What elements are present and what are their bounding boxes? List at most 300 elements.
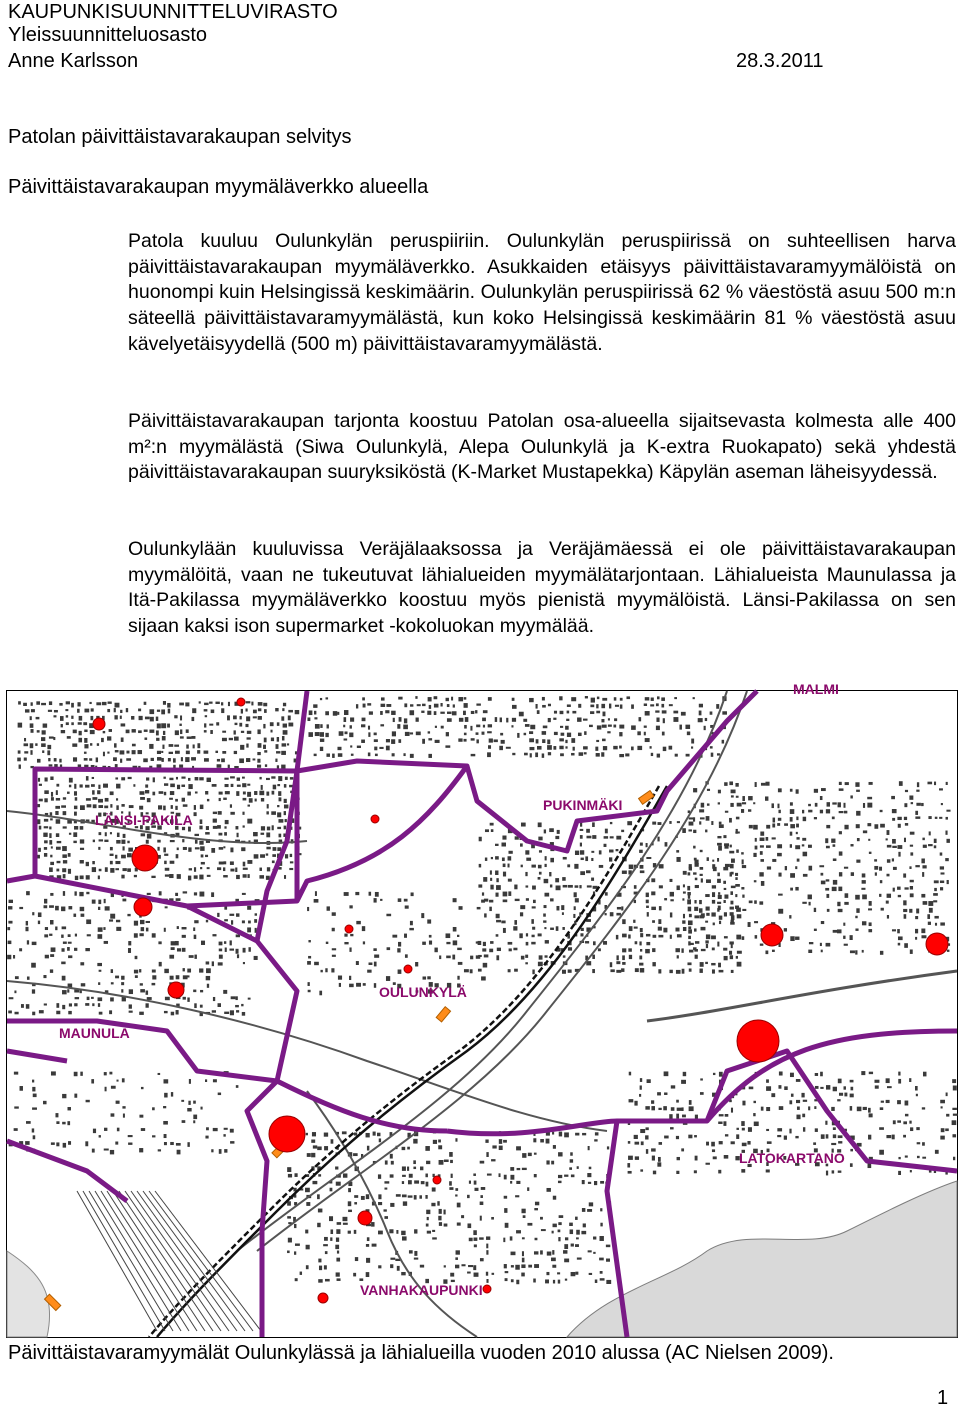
map-building [344, 934, 347, 937]
map-building [909, 1078, 911, 1082]
map-building [193, 1115, 197, 1120]
map-building [258, 708, 261, 711]
map-building [104, 899, 106, 903]
map-building [480, 1195, 482, 1198]
map-building [521, 956, 525, 960]
map-building [99, 832, 102, 835]
map-building [164, 1093, 167, 1098]
map-building [904, 943, 908, 948]
map-building [44, 853, 47, 857]
map-building [107, 752, 109, 754]
map-building [928, 901, 933, 906]
map-building [349, 984, 354, 987]
map-building [21, 1004, 24, 1008]
map-building [670, 899, 673, 901]
map-building [254, 854, 259, 858]
map-building [651, 891, 655, 895]
map-building [945, 831, 947, 835]
map-building [42, 730, 46, 734]
map-building [283, 703, 286, 706]
map-building [86, 1100, 90, 1102]
map-building [315, 724, 320, 729]
map-building [564, 1259, 569, 1263]
map-building [522, 1168, 527, 1170]
map-building [261, 833, 265, 835]
map-building [320, 739, 324, 742]
map-building [317, 1146, 321, 1150]
map-building [201, 941, 205, 945]
map-building [628, 948, 631, 951]
map-building [456, 1250, 460, 1254]
header-department: Yleissuunnitteluosasto [8, 24, 208, 46]
map-building [851, 1087, 854, 1091]
map-building [753, 853, 756, 857]
map-building [909, 1121, 911, 1124]
map-building [723, 881, 726, 884]
map-building [640, 1078, 642, 1082]
map-building [315, 891, 317, 896]
map-building [934, 845, 936, 848]
map-building [247, 874, 249, 878]
map-building [175, 730, 179, 735]
map-building [487, 1174, 492, 1176]
map-building [225, 784, 229, 787]
map-building [735, 884, 740, 887]
map-building [105, 1087, 107, 1092]
map-building [451, 1174, 453, 1178]
map-building [838, 1135, 843, 1138]
map-building [486, 1250, 488, 1255]
map-building [825, 838, 828, 843]
map-building [284, 875, 286, 879]
map-building [236, 791, 239, 796]
map-building [107, 736, 111, 740]
map-building [628, 934, 630, 938]
map-building [832, 887, 837, 891]
map-building [266, 832, 270, 837]
map-building [385, 1160, 388, 1164]
map-building [171, 1092, 173, 1097]
area-label-maunula: MAUNULA [59, 1025, 130, 1041]
map-building [449, 1187, 453, 1190]
map-building [543, 726, 548, 729]
map-building [730, 907, 734, 910]
map-building [218, 811, 222, 815]
map-building [168, 758, 171, 761]
map-building [206, 961, 210, 964]
map-building [373, 948, 376, 951]
map-building [940, 881, 944, 884]
map-building [700, 817, 705, 819]
map-building [796, 1079, 801, 1082]
map-building [455, 1138, 457, 1141]
map-building [419, 1195, 422, 1198]
map-building [227, 715, 230, 720]
map-building [543, 920, 546, 922]
map-building [199, 826, 202, 830]
map-building [175, 799, 178, 802]
map-building [438, 1216, 441, 1221]
map-building [887, 830, 890, 835]
map-building [674, 697, 677, 699]
map-building [107, 709, 110, 712]
map-building [693, 830, 696, 833]
map-building [887, 1086, 892, 1088]
map-building [99, 970, 102, 972]
map-building [164, 783, 168, 786]
map-building [326, 942, 329, 944]
map-building [946, 810, 950, 812]
map-building [693, 817, 695, 821]
map-building [320, 698, 322, 700]
map-building [838, 887, 842, 891]
map-building [929, 908, 933, 913]
map-building [36, 701, 40, 704]
map-building [558, 1230, 561, 1233]
map-building [99, 869, 102, 871]
map-building [333, 711, 337, 716]
map-building [332, 912, 336, 916]
map-building [410, 921, 413, 925]
map-building [724, 1155, 729, 1159]
map-building [152, 975, 156, 979]
map-building [324, 1237, 328, 1241]
map-building [7, 927, 10, 930]
map-building [183, 847, 187, 850]
map-building [850, 935, 853, 940]
map-building [284, 799, 287, 803]
map-building [766, 837, 769, 841]
map-building [248, 998, 251, 1000]
map-building [80, 784, 83, 787]
map-building [500, 733, 503, 736]
map-building [514, 920, 517, 925]
map-building [480, 1161, 485, 1164]
map-building [604, 836, 609, 839]
map-building [622, 919, 625, 924]
map-building [62, 976, 66, 981]
map-building [815, 1073, 818, 1076]
map-building [592, 822, 595, 827]
map-building [199, 841, 203, 845]
map-building [724, 888, 727, 890]
map-building [595, 1279, 598, 1282]
map-building [402, 1236, 407, 1240]
map-building [539, 955, 543, 959]
map-building [169, 798, 173, 800]
map-building [355, 1257, 358, 1261]
map-building [205, 1136, 208, 1139]
map-building [450, 1273, 454, 1277]
map-building [349, 733, 353, 738]
map-building [8, 1011, 12, 1014]
map-building [362, 926, 365, 931]
map-building [730, 922, 735, 925]
map-building [777, 823, 780, 826]
map-building [243, 798, 247, 801]
map-building [706, 879, 711, 883]
map-building [753, 1101, 756, 1103]
map-building [730, 864, 734, 868]
map-building [295, 1278, 298, 1281]
map-building [578, 704, 581, 708]
map-building [186, 729, 189, 733]
map-building [862, 894, 867, 899]
map-building [609, 857, 612, 861]
map-building [905, 823, 908, 826]
map-building [374, 954, 379, 957]
map-building [748, 796, 753, 800]
map-building [554, 732, 558, 735]
map-building [689, 822, 694, 826]
map-building [575, 851, 579, 855]
map-building [600, 1271, 603, 1274]
map-building [139, 791, 144, 795]
map-building [511, 1279, 514, 1282]
map-building [808, 950, 812, 953]
map-building [391, 1161, 394, 1165]
map-building [24, 743, 29, 746]
map-building [176, 1143, 181, 1146]
map-building [718, 802, 720, 804]
map-building [550, 884, 552, 887]
map-building [239, 758, 244, 763]
map-building [706, 944, 708, 948]
map-building [536, 739, 539, 743]
map-building [731, 1141, 735, 1144]
map-building [116, 840, 120, 844]
map-building [590, 711, 594, 714]
map-building [784, 1086, 787, 1090]
map-building [91, 997, 94, 999]
map-building [719, 1072, 723, 1077]
map-building [560, 711, 564, 714]
map-building [610, 822, 612, 824]
map-building [587, 1173, 591, 1177]
map-building [480, 1202, 484, 1205]
map-building [392, 935, 397, 938]
map-building [670, 879, 673, 882]
map-building [646, 893, 649, 897]
map-building [712, 860, 714, 862]
map-building [237, 785, 241, 787]
map-building [111, 1086, 116, 1089]
map-building [423, 976, 427, 979]
map-building [724, 956, 728, 960]
map-building [361, 1196, 365, 1200]
map-building [44, 819, 48, 822]
map-building [501, 843, 506, 847]
map-building [152, 1135, 155, 1137]
map-building [71, 703, 74, 708]
map-building [850, 795, 852, 798]
map-building [30, 723, 34, 727]
map-building [77, 702, 80, 706]
map-building [33, 1094, 37, 1098]
map-building [188, 784, 192, 789]
map-building [688, 922, 692, 925]
header-author: Anne Karlsson [8, 50, 139, 72]
map-building [104, 941, 108, 944]
map-building [531, 865, 535, 868]
map-building [205, 791, 208, 795]
map-building [390, 1154, 393, 1159]
map-building [230, 776, 235, 778]
map-building [869, 922, 872, 926]
map-building [880, 824, 885, 828]
map-building [670, 935, 672, 939]
map-building [505, 1223, 509, 1228]
map-building [797, 1106, 800, 1109]
map-building [832, 802, 836, 804]
map-building [596, 704, 598, 708]
map-building [425, 1174, 427, 1178]
map-building [390, 1264, 393, 1268]
map-building [839, 831, 842, 834]
map-building [408, 1195, 413, 1197]
map-building [163, 1079, 168, 1083]
map-building [652, 962, 655, 966]
map-building [494, 739, 498, 742]
map-rail-track [155, 1191, 261, 1331]
map-building [695, 941, 699, 944]
map-building [485, 858, 487, 861]
map-building [314, 717, 317, 719]
map-building [129, 1011, 133, 1013]
map-building [199, 968, 203, 972]
map-building [182, 839, 184, 842]
map-building [688, 936, 691, 939]
map-building [821, 788, 826, 791]
map-building [14, 1106, 19, 1108]
map-building [242, 783, 246, 787]
map-building [527, 1223, 532, 1226]
map-building [14, 1128, 18, 1131]
map-building [320, 732, 324, 737]
map-building [869, 782, 873, 785]
map-building [603, 941, 607, 945]
map-building [257, 765, 261, 768]
map-building [463, 711, 466, 715]
map-building [163, 731, 165, 735]
map-building [325, 968, 327, 972]
map-building [144, 702, 147, 705]
map-building [231, 920, 233, 924]
map-building [845, 893, 849, 898]
map-building [676, 1100, 679, 1103]
map-building [483, 725, 485, 728]
map-building [344, 710, 348, 715]
map-building [546, 1160, 549, 1164]
map-building [31, 702, 33, 705]
map-building [868, 839, 870, 841]
map-building [255, 799, 257, 802]
map-building [619, 754, 624, 757]
map-building [181, 1100, 184, 1102]
map-building [598, 948, 601, 951]
map-building [893, 867, 897, 870]
map-building [44, 899, 47, 904]
map-building [354, 1202, 357, 1204]
map-building [176, 898, 181, 901]
map-building [490, 941, 493, 944]
map-building [56, 1142, 59, 1146]
map-building [123, 834, 126, 838]
map-building [121, 723, 126, 726]
map-building [363, 983, 366, 986]
map-building [429, 705, 431, 709]
map-building [255, 913, 257, 915]
map-building [324, 1133, 328, 1137]
map-building [405, 905, 409, 908]
map-building [490, 885, 493, 890]
map-building [415, 962, 418, 966]
map-building [565, 746, 567, 748]
map-building [778, 909, 783, 914]
map-building [164, 1011, 168, 1013]
map-building [490, 870, 492, 874]
map-building [104, 1072, 107, 1075]
map-building [921, 894, 925, 898]
map-building [68, 1011, 72, 1014]
map-building [802, 838, 806, 841]
map-building [700, 962, 704, 967]
map-building [862, 921, 866, 925]
map-building [491, 1217, 494, 1220]
map-building [760, 851, 763, 855]
map-building [658, 935, 663, 938]
map-building [495, 717, 497, 722]
map-building [893, 888, 895, 892]
map-building [814, 789, 818, 793]
map-building [731, 789, 736, 793]
map-building [242, 1012, 245, 1016]
map-building [143, 758, 148, 762]
map-building [470, 969, 473, 973]
map-building [337, 1251, 339, 1254]
map-building [675, 928, 679, 932]
map-building [544, 879, 549, 883]
map-building [404, 703, 407, 707]
map-building [719, 822, 722, 825]
map-building [32, 942, 37, 945]
map-building [110, 914, 115, 919]
map-building [212, 961, 214, 966]
map-building [821, 873, 824, 876]
map-building [115, 1142, 118, 1145]
map-building [821, 921, 824, 924]
store-marker [237, 698, 245, 706]
map-building [759, 872, 763, 876]
map-building [44, 934, 48, 937]
map-building [935, 1150, 939, 1154]
map-building [928, 922, 931, 925]
map-building [103, 752, 105, 757]
map-building [348, 1231, 351, 1234]
map-building [474, 1273, 479, 1277]
area-label-latokartano: LATOKARTANO [739, 1150, 845, 1166]
map-building [284, 805, 288, 809]
map-building [149, 709, 154, 714]
map-building [510, 1175, 514, 1180]
map-building [644, 726, 647, 728]
map-building [91, 1079, 94, 1083]
map-building [905, 1101, 909, 1106]
map-building [224, 1149, 227, 1153]
map-building [545, 864, 547, 867]
map-building [777, 853, 782, 856]
map-building [39, 1010, 44, 1013]
